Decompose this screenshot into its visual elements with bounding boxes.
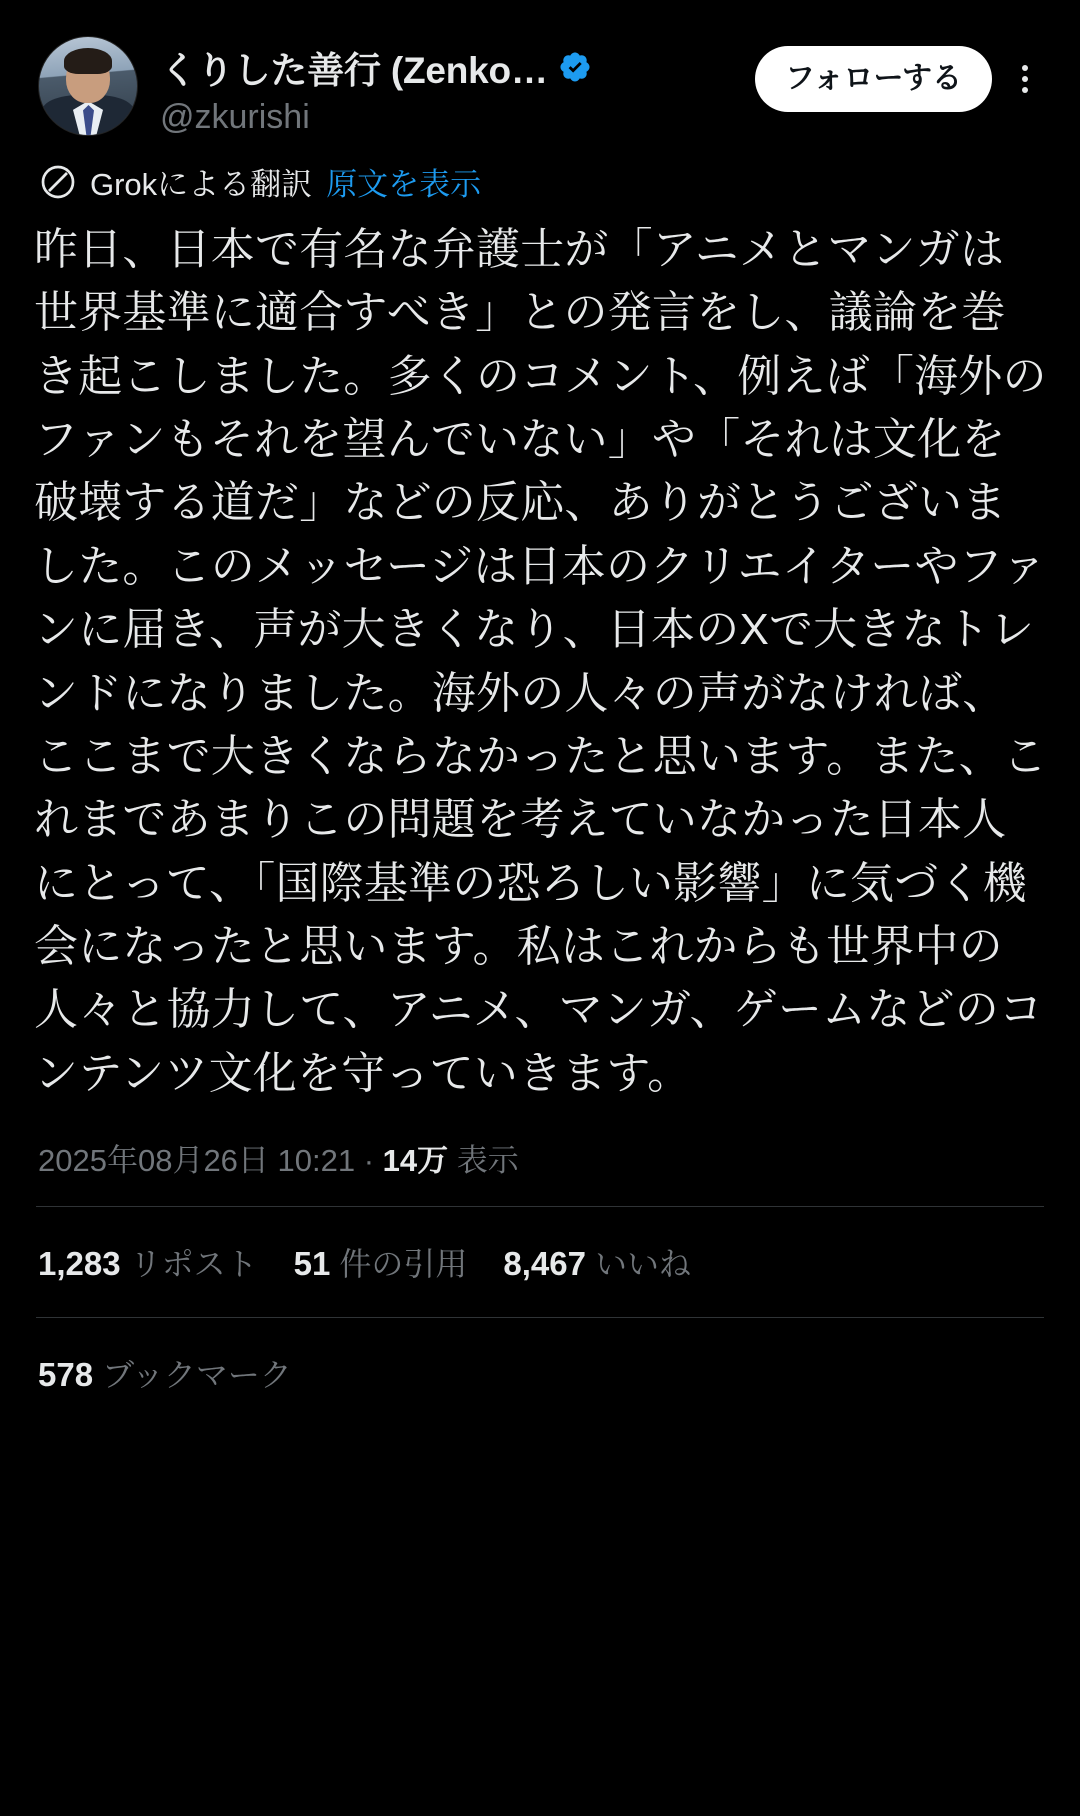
translation-row [0, 137, 1080, 204]
more-options-icon[interactable] [998, 52, 1052, 106]
show-original-link[interactable]: 原文を表示 [326, 167, 482, 202]
engagement-metrics [0, 1207, 1080, 1317]
post-header [0, 14, 1080, 137]
bookmarks-count: 578 [38, 1356, 94, 1394]
follow-button[interactable]: フォローする [755, 46, 992, 112]
grok-icon [40, 164, 76, 200]
translated-by-label: Grokによる翻訳 [90, 167, 313, 202]
views-label: 表示 [448, 1143, 519, 1179]
post-text: 昨日、日本で有名な弁護士が「アニメとマンガは世界基準に適合すべき」との発言をし、議論を巻き起こしました。多くのコメント、例えば「海外のファンもそれを望んでいない」や「それは文化を破壊する道だ」などの反応、ありがとうございました。このメッセージは日本のクリエイターやファンに届き、声が大きくなり、日本のXで大きなトレンドになりました。海外の人々の声がなければ、ここまで大きくならなかったと思います。また、これまであまりこの問題を考えていなかった日本人にとって、「国際基準の恐ろしい影響」に気づく機会になったと思います。私はこれからも世界中の人々と協力して、アニメ、マンガ、ゲームなどのコンテンツ文化を守っていきます。 [34, 225, 1048, 1098]
quotes-label: 件の引用 [339, 1246, 468, 1283]
avatar-hair [64, 48, 112, 74]
reposts-label: リポスト [129, 1246, 258, 1283]
metric-reposts[interactable] [38, 1239, 258, 1285]
metric-likes[interactable] [503, 1239, 691, 1285]
post-timestamp-row [0, 1105, 1080, 1206]
header-actions [755, 36, 1052, 112]
post-datetime: 2025年08月26日 10:21 · [38, 1143, 383, 1179]
verified-badge-icon [558, 50, 592, 84]
likes-count: 8,467 [503, 1245, 586, 1283]
metric-bookmarks[interactable] [0, 1318, 1080, 1436]
author-name-block [138, 36, 755, 137]
bookmarks-label: ブックマーク [102, 1357, 292, 1394]
quotes-count: 51 [293, 1245, 331, 1283]
likes-label: いいね [594, 1246, 691, 1283]
author-handle[interactable]: @zkurishi [160, 98, 310, 136]
views-count: 14万 [382, 1143, 449, 1179]
author-display-name[interactable]: くりした善行 (Zenko… [160, 50, 548, 91]
reposts-count: 1,283 [38, 1245, 121, 1283]
top-spacer [0, 0, 1080, 14]
author-name-row [160, 40, 755, 94]
avatar[interactable] [38, 36, 138, 136]
metric-quotes[interactable] [294, 1239, 468, 1285]
